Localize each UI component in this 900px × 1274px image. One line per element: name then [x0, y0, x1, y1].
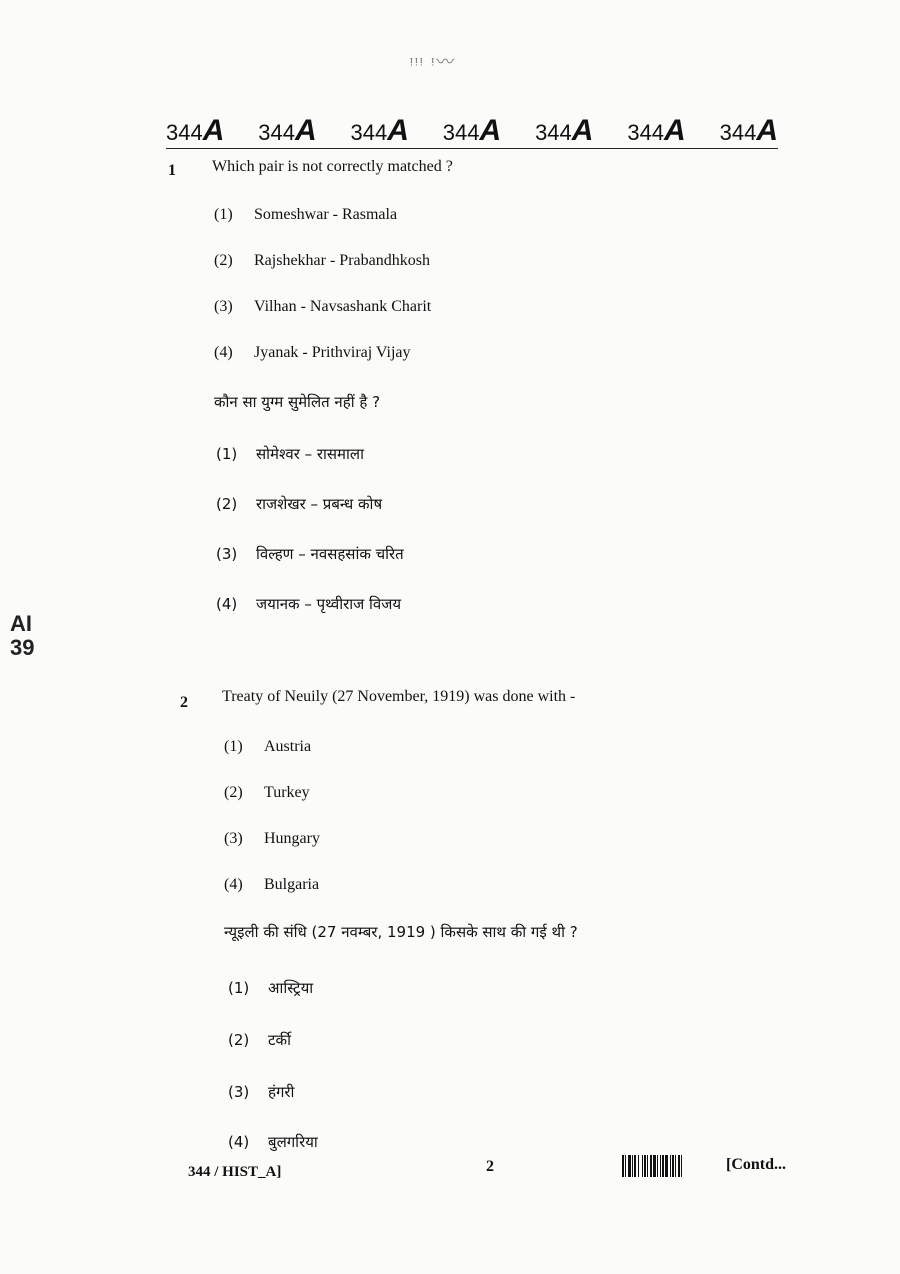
option-hi: [216, 544, 404, 564]
option-number: (4): [228, 1133, 250, 1151]
option-en: [214, 344, 411, 362]
header-code: 344A: [535, 114, 594, 147]
header-code: 344A: [166, 114, 225, 147]
question-text-en: Which pair is not correctly matched ?: [212, 158, 453, 175]
option-en: [214, 252, 430, 270]
option-text: Vilhan - Navsashank Charit: [254, 298, 432, 315]
question-number: 2: [180, 694, 188, 711]
paper-code-footer: 344 / HIST_A]: [188, 1164, 282, 1180]
option-hi: [216, 494, 382, 514]
option-hi: [216, 594, 401, 614]
continued-label: [Contd...: [726, 1156, 787, 1173]
option-number: (2): [214, 252, 233, 269]
option-number: (2): [224, 784, 243, 801]
barcode-icon: [622, 1155, 714, 1177]
option-number: (3): [216, 545, 238, 563]
option-number: (1): [224, 738, 243, 755]
barcode-bar: [682, 1155, 685, 1177]
option-text: Someshwar - Rasmala: [254, 206, 398, 223]
option-hi: [228, 1030, 291, 1050]
question-text-hi: न्यूइली की संधि (27 नवम्बर, 1919 ) किसके साथ की गई थी ?: [224, 923, 578, 941]
option-text: Turkey: [264, 784, 310, 801]
option-en: [214, 206, 397, 224]
option-text: टर्की: [268, 1031, 291, 1049]
option-number: (1): [228, 979, 250, 997]
option-text: हंगरी: [268, 1083, 295, 1101]
option-en: [224, 830, 320, 848]
question-text-en: Treaty of Neuily (27 November, 1919) was done with -: [222, 688, 576, 705]
option-hi: [228, 978, 313, 998]
header-code: 344A: [719, 114, 778, 147]
paper-code-header: [166, 112, 778, 149]
top-mark: ᵎᵎᵎ ᵎ〰: [410, 52, 457, 72]
option-text: Rajshekhar - Prabandhkosh: [254, 252, 430, 269]
option-number: (3): [224, 830, 243, 847]
option-hi: [228, 1082, 294, 1102]
option-number: (4): [214, 344, 233, 361]
option-number: (2): [228, 1031, 250, 1049]
option-text: राजशेखर – प्रबन्ध कोष: [256, 495, 383, 513]
header-code: 344A: [627, 114, 686, 147]
option-number: (3): [228, 1083, 250, 1101]
header-code: 344A: [258, 114, 317, 147]
option-en: [224, 876, 319, 894]
page-number: 2: [486, 1158, 494, 1175]
option-text: Jyanak - Prithviraj Vijay: [254, 344, 411, 361]
option-en: [224, 738, 311, 756]
option-hi: [228, 1132, 318, 1152]
header-code: 344A: [442, 114, 502, 147]
option-hi: [216, 444, 364, 464]
option-text: Austria: [264, 738, 312, 755]
header-code: 344A: [350, 114, 409, 147]
option-number: (4): [216, 595, 238, 613]
option-text: Bulgaria: [264, 876, 320, 893]
option-text: विल्हण – नवसहसांक चरित: [256, 545, 404, 563]
option-number: (3): [214, 298, 233, 315]
option-text: बुलगरिया: [268, 1133, 318, 1151]
option-number: (1): [214, 206, 233, 223]
question-text-hi: कौन सा युग्म सुमेलित नहीं है ?: [214, 393, 381, 411]
option-text: जयानक – पृथ्वीराज विजय: [256, 595, 402, 613]
option-number: (1): [216, 445, 238, 463]
margin-stamp: AI 39: [10, 611, 35, 660]
option-en: [224, 784, 310, 802]
option-number: (2): [216, 495, 238, 513]
option-en: [214, 298, 431, 316]
option-text: आस्ट्रिया: [268, 979, 314, 997]
option-text: सोमेश्वर – रासमाला: [256, 445, 364, 463]
option-text: Hungary: [264, 830, 320, 847]
option-number: (4): [224, 876, 243, 893]
question-number: 1: [168, 162, 176, 179]
